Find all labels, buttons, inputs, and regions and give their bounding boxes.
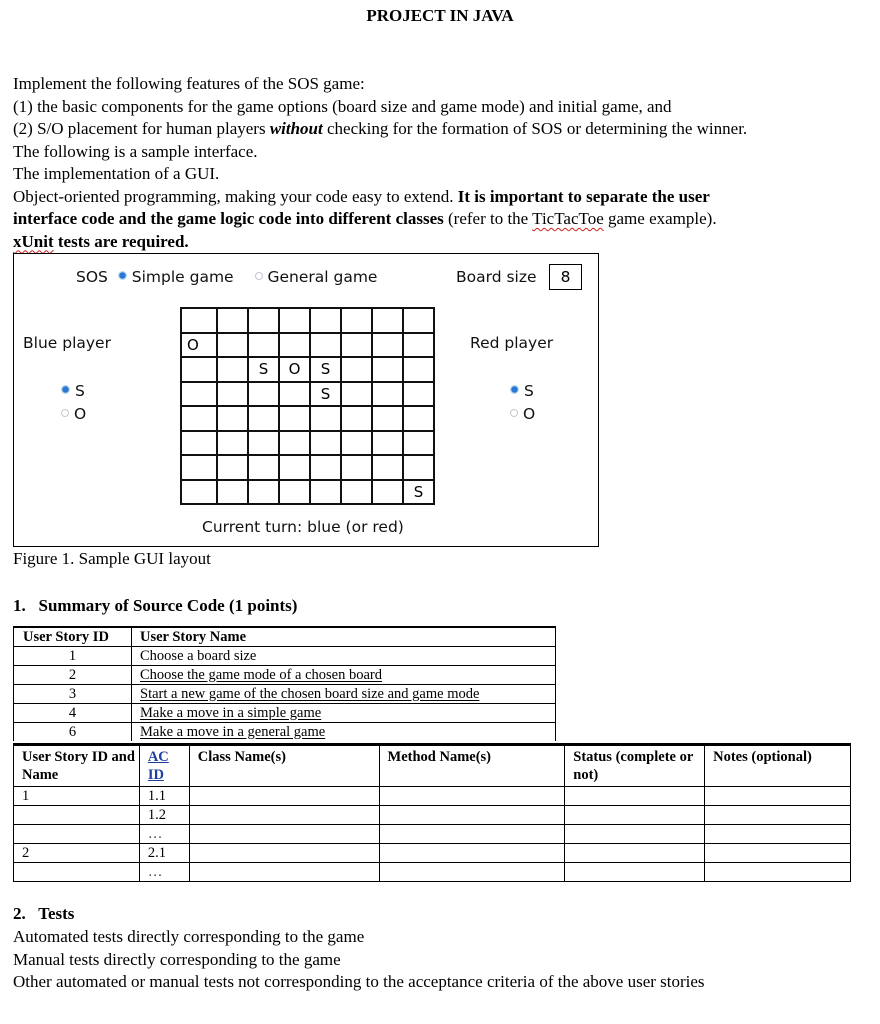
game-board <box>180 307 435 505</box>
board-cell[interactable] <box>279 333 310 358</box>
ac-cell: 2.1 <box>139 844 189 863</box>
board-cell[interactable] <box>248 308 279 333</box>
board-cell[interactable] <box>248 431 279 456</box>
board-cell[interactable] <box>217 308 248 333</box>
board-cell[interactable] <box>217 333 248 358</box>
intro-paragraph <box>13 73 747 253</box>
intro-text: (2) S/O placement for human players <box>13 119 270 138</box>
class-cell <box>189 825 379 844</box>
board-cell[interactable] <box>403 455 434 480</box>
board-cell[interactable] <box>310 308 341 333</box>
table-row <box>14 723 556 742</box>
ac-cell: … <box>139 825 189 844</box>
board-cell[interactable] <box>372 455 403 480</box>
table-row <box>14 825 851 844</box>
board-row <box>181 406 434 431</box>
board-cell[interactable] <box>372 333 403 358</box>
column-header-class: Class Name(s) <box>189 745 379 787</box>
intro-line-3 <box>13 118 747 141</box>
section-2-heading: 2. Tests <box>13 904 75 923</box>
table-row <box>14 666 556 685</box>
tests-line: Manual tests directly corresponding to the game <box>13 949 341 969</box>
notes-cell <box>705 806 851 825</box>
board-cell[interactable] <box>248 333 279 358</box>
board-cell[interactable] <box>181 431 217 456</box>
board-cell[interactable] <box>372 308 403 333</box>
spellcheck-word: TicTacToe <box>532 209 604 228</box>
table-header-row <box>14 745 851 787</box>
intro-line-1: Implement the following features of the SOS game: <box>13 74 365 93</box>
red-o-option <box>510 405 535 423</box>
red-s-option <box>510 382 534 400</box>
board-cell[interactable] <box>181 480 217 505</box>
notes-cell <box>705 844 851 863</box>
column-header-notes: Notes (optional) <box>705 745 851 787</box>
bold-text: tests are required. <box>53 231 189 251</box>
story-id-cell: 1 <box>14 647 132 666</box>
status-cell <box>565 825 705 844</box>
status-cell <box>565 863 705 882</box>
user-stories-table <box>13 626 556 741</box>
emphasis-text: without <box>269 119 323 138</box>
story-name-cell: Make a move in a simple game <box>132 704 556 723</box>
board-cell[interactable] <box>341 431 372 456</box>
board-cell[interactable] <box>341 308 372 333</box>
method-cell <box>379 844 565 863</box>
spellcheck-word: xUnit <box>13 231 54 251</box>
board-cell[interactable] <box>372 382 403 407</box>
table-row <box>14 647 556 666</box>
class-cell <box>189 806 379 825</box>
general-game-label: General game <box>267 268 378 286</box>
table-row <box>14 863 851 882</box>
ac-cell: … <box>139 863 189 882</box>
class-cell <box>189 787 379 806</box>
story-name-cell: Start a new game of the chosen board size and game mode <box>132 685 556 704</box>
board-cell[interactable] <box>217 480 248 505</box>
tests-list <box>13 926 705 994</box>
board-cell[interactable] <box>341 455 372 480</box>
method-cell <box>379 825 565 844</box>
board-cell[interactable]: O <box>279 357 310 382</box>
intro-text: game example). <box>603 209 717 228</box>
class-cell <box>189 844 379 863</box>
section-1-heading: 1. Summary of Source Code (1 points) <box>13 596 298 615</box>
board-row <box>181 480 434 505</box>
blue-player-label: Blue player <box>23 334 111 352</box>
board-cell[interactable] <box>279 431 310 456</box>
board-cell[interactable] <box>341 333 372 358</box>
board-size-input[interactable]: 8 <box>549 264 582 290</box>
board-cell[interactable] <box>217 406 248 431</box>
story-name-cell: Choose the game mode of a chosen board <box>132 666 556 685</box>
intro-line-5: The implementation of a GUI. <box>13 164 220 183</box>
board-cell[interactable] <box>341 382 372 407</box>
red-s-label: S <box>523 382 534 400</box>
story-name-cell: Make a move in a general game <box>132 723 556 742</box>
table-row <box>14 806 851 825</box>
story-cell: 2 <box>14 844 140 863</box>
blue-o-label: O <box>73 405 87 423</box>
board-cell[interactable] <box>248 480 279 505</box>
board-cell[interactable]: S <box>403 480 434 505</box>
story-name-cell: Choose a board size <box>132 647 556 666</box>
board-cell[interactable] <box>279 480 310 505</box>
intro-line-8 <box>13 231 747 254</box>
board-cell[interactable] <box>403 333 434 358</box>
board-cell[interactable] <box>279 382 310 407</box>
board-row <box>181 308 434 333</box>
status-cell <box>565 806 705 825</box>
board-cell[interactable] <box>181 357 217 382</box>
status-cell <box>565 787 705 806</box>
board-cell[interactable] <box>310 333 341 358</box>
board-cell[interactable] <box>248 455 279 480</box>
column-header-method: Method Name(s) <box>379 745 565 787</box>
board-cell[interactable] <box>403 431 434 456</box>
board-row <box>181 431 434 456</box>
blue-s-option <box>61 382 85 400</box>
intro-line-4: The following is a sample interface. <box>13 141 258 161</box>
board-cell[interactable] <box>181 406 217 431</box>
story-id-cell: 2 <box>14 666 132 685</box>
ac-cell: 1.2 <box>139 806 189 825</box>
board-row <box>181 382 434 407</box>
board-cell[interactable] <box>403 406 434 431</box>
board-cell[interactable] <box>341 480 372 505</box>
page-title: PROJECT IN JAVA <box>366 6 514 25</box>
method-cell <box>379 787 565 806</box>
simple-game-label: Simple game <box>131 268 234 286</box>
red-player-label: Red player <box>470 334 554 352</box>
story-id-cell: 3 <box>14 685 132 704</box>
board-cell[interactable]: S <box>310 382 341 407</box>
blue-o-option <box>61 405 86 423</box>
board-cell[interactable]: S <box>248 357 279 382</box>
story-cell: 1 <box>14 787 140 806</box>
notes-cell <box>705 863 851 882</box>
source-code-summary-table <box>13 743 851 882</box>
story-cell <box>14 863 140 882</box>
notes-cell <box>705 787 851 806</box>
board-size-label: Board size <box>456 268 537 286</box>
sample-gui-figure <box>13 253 599 547</box>
sos-label: SOS <box>76 268 108 286</box>
column-header-story: User Story ID and Name <box>14 745 140 787</box>
board-cell[interactable] <box>248 406 279 431</box>
intro-line-7 <box>13 208 747 231</box>
board-row <box>181 455 434 480</box>
board-cell[interactable] <box>217 431 248 456</box>
board-cell[interactable] <box>279 308 310 333</box>
method-cell <box>379 806 565 825</box>
column-header-story-name: User Story Name <box>132 627 556 647</box>
board-cell[interactable] <box>217 382 248 407</box>
intro-line-6 <box>13 186 747 209</box>
intro-text: checking for the formation of SOS or determining the winner. <box>322 119 748 138</box>
method-cell <box>379 863 565 882</box>
story-cell <box>14 806 140 825</box>
board-cell[interactable] <box>310 406 341 431</box>
table-header-row <box>14 627 556 647</box>
board-cell[interactable] <box>181 308 217 333</box>
intro-text: (refer to the <box>443 209 533 228</box>
column-header-status: Status (complete or not) <box>565 745 705 787</box>
board-cell[interactable] <box>279 406 310 431</box>
red-s-radio[interactable] <box>510 385 519 394</box>
red-o-radio[interactable] <box>510 409 518 417</box>
board-cell[interactable] <box>403 382 434 407</box>
tests-line: Automated tests directly corresponding to the game <box>13 927 365 946</box>
board-cell[interactable] <box>403 357 434 382</box>
intro-line-2: (1) the basic components for the game options (board size and game mode) and initial game, and <box>13 96 672 116</box>
column-header-story-id: User Story ID <box>14 627 132 647</box>
board-cell[interactable] <box>341 406 372 431</box>
table-row <box>14 844 851 863</box>
notes-cell <box>705 825 851 844</box>
column-header-ac-id[interactable] <box>139 745 189 787</box>
red-o-label: O <box>522 405 536 423</box>
story-cell <box>14 825 140 844</box>
tests-line: Other automated or manual tests not corresponding to the acceptance criteria of the above user stories <box>13 972 705 991</box>
board-cell[interactable] <box>341 357 372 382</box>
board-row <box>181 333 434 358</box>
blue-o-radio[interactable] <box>61 409 69 417</box>
blue-s-radio[interactable] <box>61 385 70 394</box>
status-cell <box>565 844 705 863</box>
game-mode-row <box>76 268 377 286</box>
table-row <box>14 704 556 723</box>
ac-cell: 1.1 <box>139 787 189 806</box>
bold-text: It is important to separate the user <box>457 186 710 206</box>
story-id-cell: 4 <box>14 704 132 723</box>
board-cell[interactable] <box>217 455 248 480</box>
ac-link[interactable]: AC <box>147 749 169 765</box>
board-cell[interactable] <box>310 480 341 505</box>
board-cell[interactable] <box>217 357 248 382</box>
table-row <box>14 787 851 806</box>
board-cell[interactable] <box>181 382 217 407</box>
ac-link[interactable]: ID <box>147 767 164 783</box>
board-row <box>181 357 434 382</box>
story-id-cell: 6 <box>14 723 132 742</box>
board-cell[interactable] <box>310 455 341 480</box>
board-cell[interactable] <box>248 382 279 407</box>
class-cell <box>189 863 379 882</box>
board-cell[interactable] <box>310 431 341 456</box>
board-cell[interactable] <box>372 357 403 382</box>
figure-caption: Figure 1. Sample GUI layout <box>13 549 211 568</box>
board-cell[interactable] <box>372 406 403 431</box>
board-cell[interactable] <box>181 455 217 480</box>
board-cell[interactable] <box>403 308 434 333</box>
blue-s-label: S <box>74 382 85 400</box>
board-cell[interactable]: O <box>181 333 217 358</box>
general-game-radio[interactable] <box>255 272 263 280</box>
intro-text: Object-oriented programming, making your code easy to extend. <box>13 186 458 206</box>
board-cell[interactable] <box>372 480 403 505</box>
board-cell[interactable] <box>279 455 310 480</box>
bold-text: interface code and the game logic code into different classes <box>13 209 444 228</box>
board-cell[interactable] <box>372 431 403 456</box>
current-turn-label: Current turn: blue (or red) <box>202 518 404 536</box>
simple-game-radio[interactable] <box>118 271 127 280</box>
table-row <box>14 685 556 704</box>
board-cell[interactable]: S <box>310 357 341 382</box>
